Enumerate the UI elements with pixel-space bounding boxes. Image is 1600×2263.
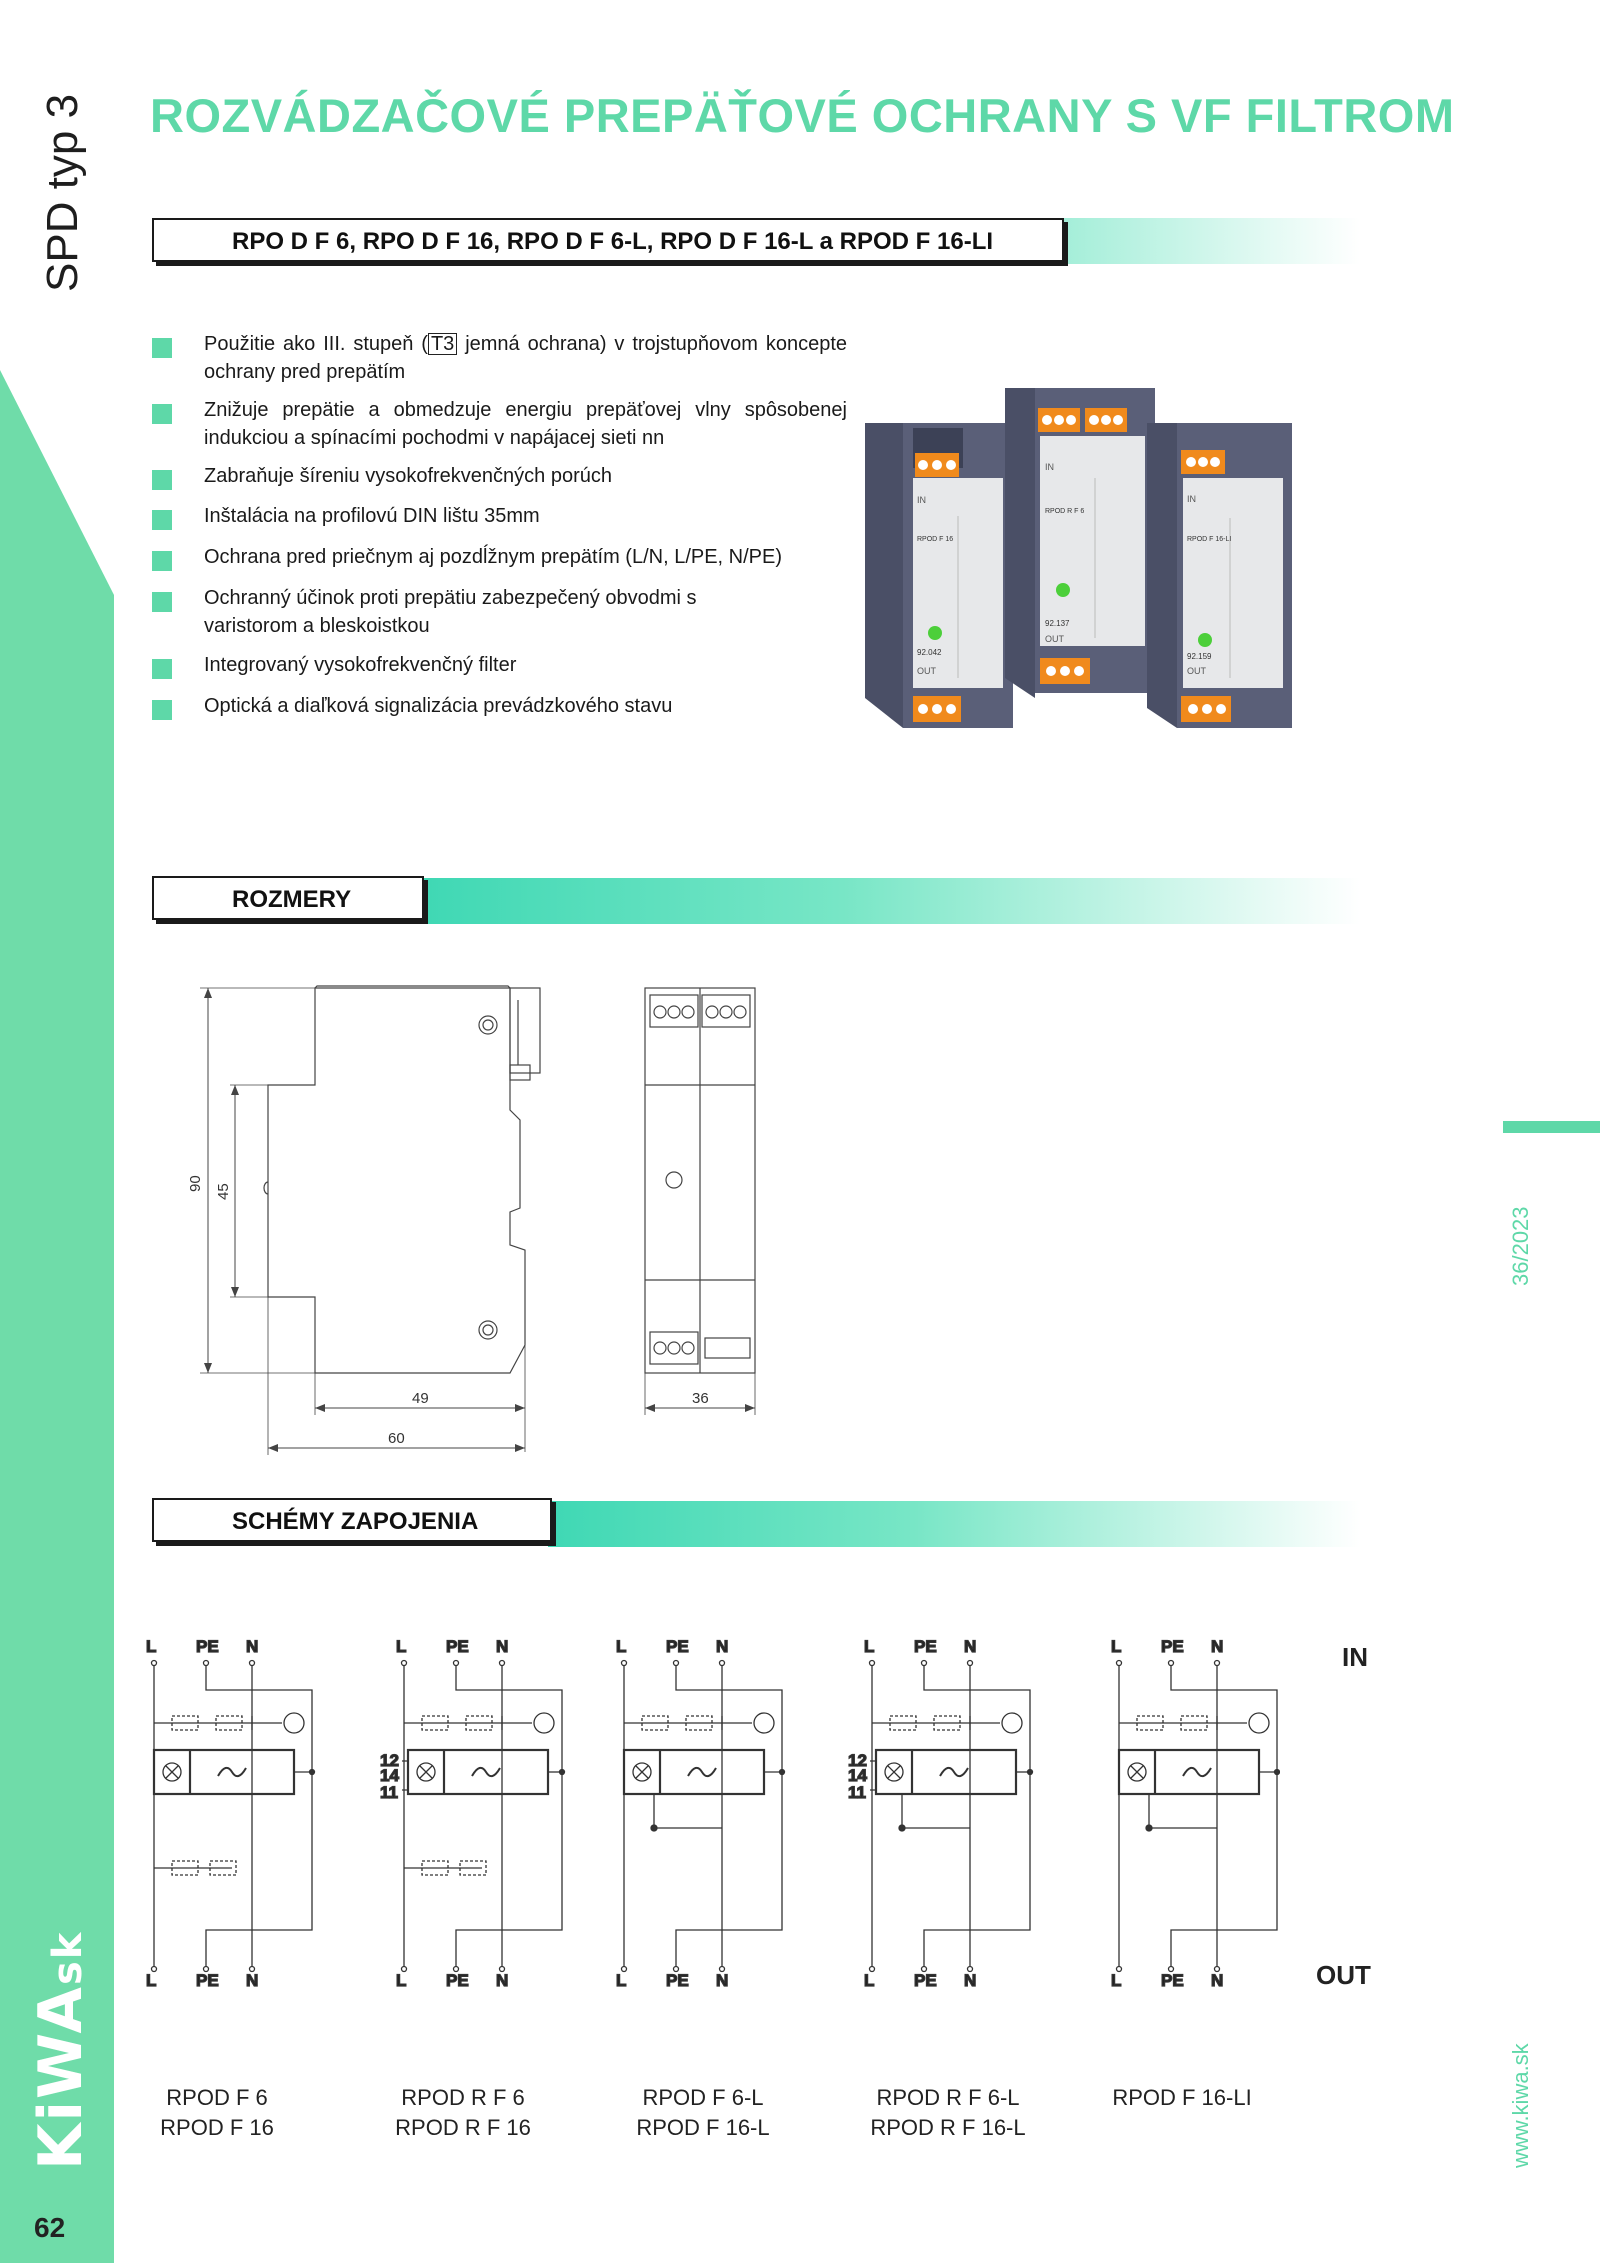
terminal-label-n: N [496,1971,509,1990]
junction-dot [651,1825,657,1831]
junction-dot [1146,1825,1152,1831]
junction-dot [560,1770,565,1775]
terminal-point [674,1967,679,1972]
signal-lamp-cross [1131,1766,1143,1778]
terminal-point [454,1661,459,1666]
terminal-label-n: N [1211,1971,1224,1990]
scheme-caption [363,2083,563,2143]
wiring-scheme [146,1637,315,1990]
module-rpod-r-f-6 [1005,388,1155,698]
signal-lamp-cross [420,1766,432,1778]
gas-discharge-tube-icon [1249,1713,1269,1733]
junction-dot [310,1770,315,1775]
terminal-point [250,1661,255,1666]
bullet-square-icon [152,404,172,424]
terminal-label-l: L [616,1637,627,1656]
terminal-point [250,1967,255,1972]
terminal-label-n: N [716,1637,729,1656]
module-in-label: IN [1045,462,1054,472]
feature-item [152,396,847,452]
right-accent-bar [1503,1121,1600,1133]
terminal-label-n: N [716,1971,729,1990]
wiring-schemes [140,1630,1280,2010]
wiring-scheme [1111,1637,1280,1990]
terminal-point [968,1661,973,1666]
terminal-label-pe: PE [1161,1971,1184,1990]
terminal-label-l: L [1111,1971,1122,1990]
wire-pe [456,1666,562,1966]
terminal-point [1117,1967,1122,1972]
wire-pe [924,1666,1030,1966]
terminal-point [968,1967,973,1972]
wiring-scheme [380,1637,565,1990]
scheme-caption [603,2083,803,2143]
terminal-point [922,1967,927,1972]
junction-dot [899,1825,905,1831]
relay-contact-label: 14 [848,1766,867,1785]
module-rpod-f-16-li [1147,423,1292,728]
terminal-point [1169,1967,1174,1972]
dimension-width: 36 [692,1390,709,1407]
terminal-label-n: N [246,1971,259,1990]
terminal-label-l: L [1111,1637,1122,1656]
module-in-label: IN [917,495,926,505]
module-code: 92.159 [1187,652,1212,661]
bullet-square-icon [152,700,172,720]
scheme-caption [117,2083,317,2143]
section-heading-dimensions: ROZMERY [152,876,424,920]
hf-filter-symbol-icon [940,1768,968,1776]
terminal-point [402,1661,407,1666]
feature-item [152,502,847,532]
filter-module-box [1119,1750,1259,1794]
module-out-label: OUT [1045,634,1064,644]
module-name: RPOD F 16-LI [1187,536,1232,543]
terminal-point [204,1661,209,1666]
page-number: 62 [34,2212,66,2243]
terminal-point [500,1967,505,1972]
hf-filter-symbol-icon [472,1768,500,1776]
feature-text: Optická a diaľková signalizácia prevádzkového stavu [204,695,673,717]
in-label: IN [1342,1642,1368,1672]
caption-line: RPOD F 6-L [642,2085,764,2110]
terminal-point [622,1967,627,1972]
hf-filter-symbol-icon [1183,1768,1211,1776]
filter-module-box [408,1750,548,1794]
kiwa-logo [26,1931,96,2170]
terminal-label-l: L [864,1637,875,1656]
bullet-square-icon [152,551,172,571]
product-photo [855,378,1325,738]
relay-contact-label: 11 [380,1783,398,1802]
wiring-scheme [848,1637,1033,1990]
terminal-point [1215,1661,1220,1666]
gas-discharge-tube-icon [534,1713,554,1733]
filter-module-box [876,1750,1016,1794]
dimension-height: 90 [187,1175,204,1192]
signal-lamp-cross [166,1766,178,1778]
terminal-label-pe: PE [666,1637,689,1656]
dimension-height-inner: 45 [215,1183,232,1200]
website-link[interactable]: www.kiwa.sk [1508,2043,1533,2168]
wire-pe [1171,1666,1277,1966]
relay-contact-label: 12 [380,1751,399,1770]
hf-filter-symbol-icon [218,1768,246,1776]
dimension-depth-front: 49 [412,1390,429,1407]
terminal-point [720,1967,725,1972]
module-rpod-f-16 [865,423,1013,728]
section-heading-products: RPO D F 6, RPO D F 16, RPO D F 6-L, RPO D F 16-L a RPOD F 16-LI [152,218,1064,262]
relay-contact-label: 12 [848,1751,867,1770]
relay-contact-label: 14 [380,1766,399,1785]
module-code: 92.042 [917,648,942,657]
module-name: RPOD R F 6 [1045,508,1085,515]
dimension-depth-total: 60 [388,1430,405,1447]
terminal-point [152,1661,157,1666]
terminal-point [204,1967,209,1972]
terminal-label-pe: PE [446,1971,469,1990]
section-heading-schemes: SCHÉMY ZAPOJENIA [152,1498,552,1542]
hf-filter-symbol-icon [688,1768,716,1776]
terminal-point [870,1661,875,1666]
terminal-point [870,1967,875,1972]
terminal-point [500,1661,505,1666]
terminal-label-l: L [396,1637,407,1656]
terminal-point [454,1967,459,1972]
caption-line: RPOD R F 16-L [870,2115,1026,2140]
terminal-point [922,1661,927,1666]
module-in-label: IN [1187,494,1196,504]
brand-suffix: sk [45,1930,91,1986]
module-out-label: OUT [1187,666,1206,676]
terminal-label-l: L [146,1971,157,1990]
terminal-label-pe: PE [914,1637,937,1656]
terminal-label-pe: PE [1161,1637,1184,1656]
terminal-label-n: N [1211,1637,1224,1656]
caption-line: RPOD R F 16 [395,2115,531,2140]
feature-text: Ochranný účinok proti prepätiu zabezpečený obvodmi s varistorom a bleskoistkou [204,587,697,637]
terminal-label-n: N [964,1637,977,1656]
terminal-label-l: L [146,1637,157,1656]
feature-text: Znižuje prepätie a obmedzuje energiu prepäťovej vlny spôsobenej indukciou a spínacími pochodmi v napájacej sieti nn [204,399,847,449]
terminal-label-n: N [964,1971,977,1990]
feature-item [152,651,847,681]
junction-dot [1028,1770,1033,1775]
gas-discharge-tube-icon [1002,1713,1022,1733]
terminal-label-pe: PE [914,1971,937,1990]
bullet-square-icon [152,659,172,679]
terminal-point [622,1661,627,1666]
terminal-point [720,1661,725,1666]
caption-line: RPOD F 6 [166,2085,268,2110]
filter-module-box [154,1750,294,1794]
feature-item [152,543,847,573]
bullet-square-icon [152,510,172,530]
feature-text: Integrovaný vysokofrekvenčný filter [204,654,517,676]
side-category-label: SPD typ 3 [38,93,87,292]
page-title: ROZVÁDZAČOVÉ PREPÄŤOVÉ OCHRANY S VF FILTROM [150,89,1455,142]
gas-discharge-tube-icon [754,1713,774,1733]
terminal-point [152,1967,157,1972]
signal-lamp-cross [636,1766,648,1778]
issue-label: 36/2023 [1508,1206,1533,1286]
t3-class-badge: T3 [428,333,457,355]
terminal-label-pe: PE [196,1971,219,1990]
brand-name: KiWA [26,1985,96,2170]
terminal-label-l: L [616,1971,627,1990]
caption-line: RPOD R F 6-L [876,2085,1020,2110]
wire-pe [676,1666,782,1966]
feature-text: Zabraňuje šíreniu vysokofrekvenčných porúch [204,465,612,487]
terminal-label-pe: PE [446,1637,469,1656]
bullet-square-icon [152,592,172,612]
feature-text-after: jemná ochrana) v trojstupňovom koncepte ochrany pred prepätím [204,333,848,383]
terminal-point [1215,1967,1220,1972]
feature-item [152,462,847,492]
terminal-point [402,1967,407,1972]
module-out-label: OUT [917,666,936,676]
caption-line: RPOD F 16 [160,2115,274,2140]
feature-text: Inštalácia na profilovú DIN lištu 35mm [204,505,540,527]
module-name: RPOD F 16 [917,536,954,543]
terminal-label-n: N [496,1637,509,1656]
terminal-label-n: N [246,1637,259,1656]
out-label: OUT [1316,1960,1371,1990]
module-code: 92.137 [1045,619,1070,628]
terminal-label-l: L [396,1971,407,1990]
bullet-square-icon [152,338,172,358]
caption-line: RPOD F 16-L [636,2115,770,2140]
terminal-label-pe: PE [666,1971,689,1990]
signal-lamp-cross [888,1766,900,1778]
junction-dot [1275,1770,1280,1775]
terminal-point [1169,1661,1174,1666]
filter-module-box [624,1750,764,1794]
feature-item [152,330,847,386]
relay-contact-label: 11 [848,1783,866,1802]
feature-item [152,584,847,640]
terminal-point [1117,1661,1122,1666]
terminal-label-pe: PE [196,1637,219,1656]
terminal-point [674,1661,679,1666]
feature-item [152,692,847,722]
wiring-scheme [616,1637,785,1990]
scheme-caption [848,2083,1048,2143]
gas-discharge-tube-icon [284,1713,304,1733]
wire-pe [206,1666,312,1966]
bullet-square-icon [152,470,172,490]
scheme-caption [1082,2083,1282,2113]
section-bar-dimensions [420,878,1360,924]
dimension-drawing [180,960,840,1460]
section-bar-schemes [548,1501,1360,1547]
junction-dot [780,1770,785,1775]
feature-text: Ochrana pred priečnym aj pozdĺžnym prepätím (L/N, L/PE, N/PE) [204,546,783,568]
feature-text-before: Použitie ako III. stupeň ( [204,333,428,355]
caption-line: RPOD F 16-LI [1112,2085,1252,2110]
terminal-label-l: L [864,1971,875,1990]
caption-line: RPOD R F 6 [401,2085,525,2110]
